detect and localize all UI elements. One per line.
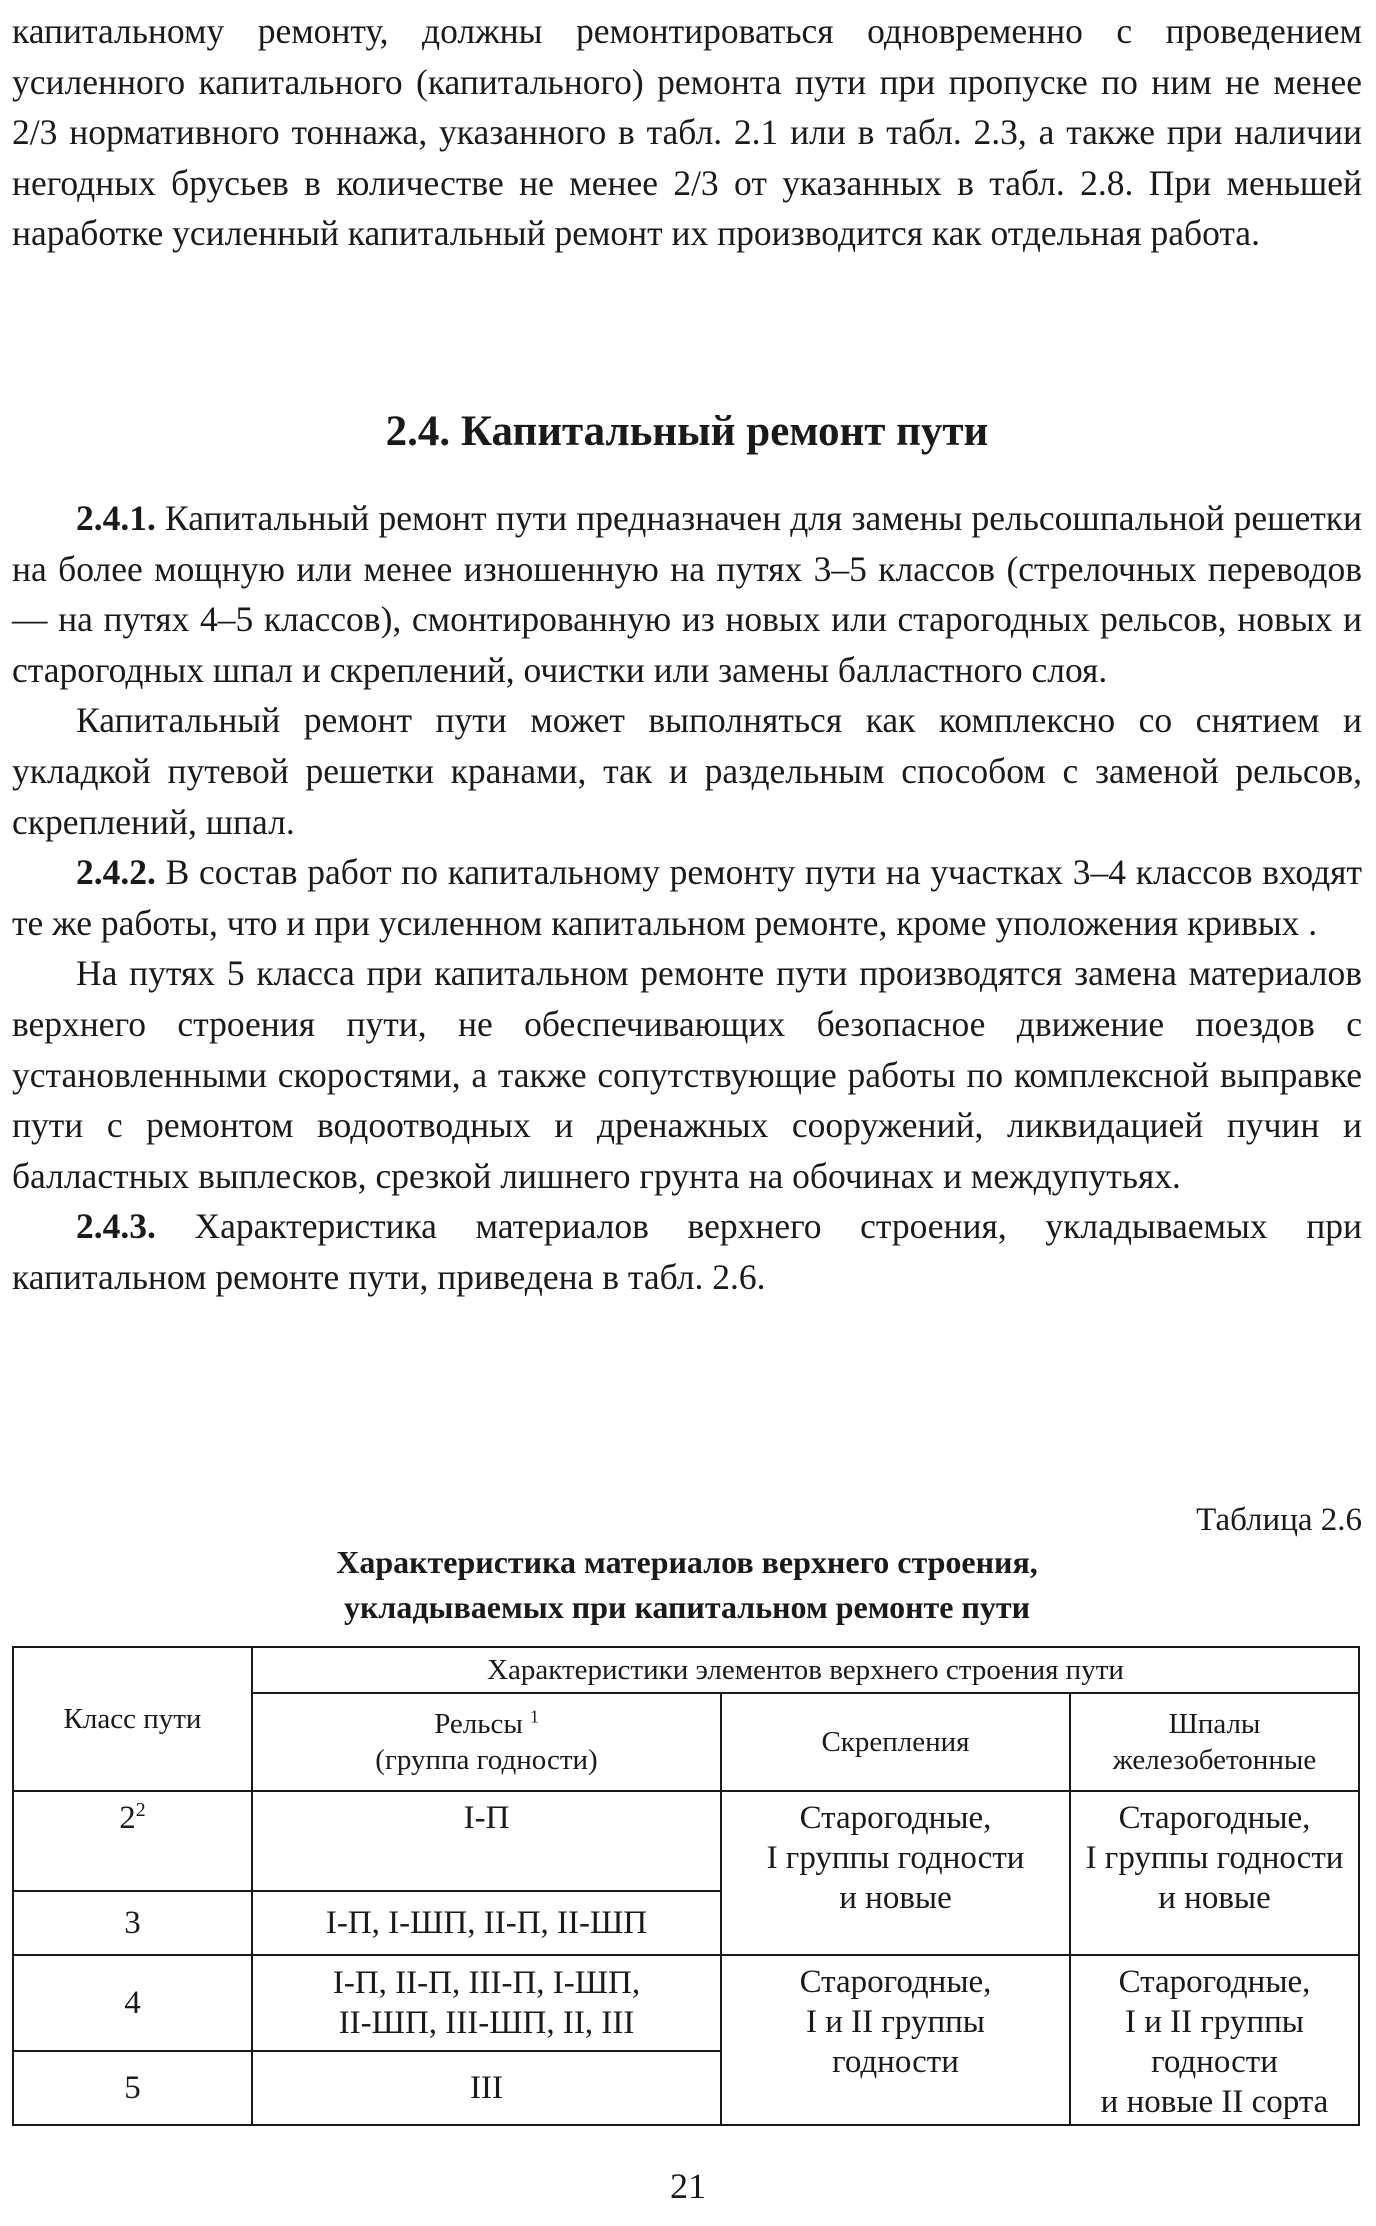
paragraph-class-5	[12, 948, 1362, 1201]
paragraph-text: Характеристика материалов верхнего строения, укладываемых при капитальном ремонте пути, приведена в табл. 2.6.	[12, 1206, 1362, 1297]
cell-rails: I-П	[252, 1791, 721, 1891]
cell-class: 5	[13, 2051, 252, 2125]
table-header-row	[13, 1647, 1359, 1693]
paragraph-text: На путях 5 класса при капитальном ремонте пути производятся замена материалов верхнего строения пути, не обеспечивающих безопасное движение поездов с установленными скоростями, а также сопутствующие работы по комплексной выправке пути с ремонтом водоотводных и дренажных сооружений, ликвидацией пучин и балластных выплесков, срезкой лишнего грунта на обочинах и междупутьях.	[12, 953, 1362, 1196]
cell-sleepers-group1: Старогодные, I группы годности и новые	[1070, 1791, 1359, 1955]
table-title-line2: укладываемых при капитальном ремонте пути	[343, 1589, 1031, 1625]
paragraph-2-4-3	[12, 1201, 1362, 1302]
cell-sleepers-group2: Старогодные, I и II группы годности и новые II сорта	[1070, 1955, 1359, 2125]
paragraph-2-4-1	[12, 493, 1362, 695]
paragraph-repair-methods	[12, 695, 1362, 847]
cell-rails: III	[252, 2051, 721, 2125]
table-title-line1: Характеристика материалов верхнего строения,	[336, 1544, 1038, 1580]
header-class: Класс пути	[13, 1647, 252, 1791]
paragraph-text: Капитальный ремонт пути предназначен для замены рельсошпальной решетки на более мощную или менее изношенную на путях 3–5 классов (стрелочных переводов — на путях 4–5 классов), смонтированную из новых или старогодных рельсов, новых и старогодных шпал и скреплений, очистки или замены балластного слоя.	[12, 498, 1362, 690]
table-row	[13, 1791, 1359, 1891]
header-sleepers: Шпалы железобетонные	[1070, 1693, 1359, 1791]
materials-table	[12, 1646, 1360, 2126]
section-body	[12, 493, 1362, 1303]
header-group: Характеристики элементов верхнего строения пути	[252, 1647, 1359, 1693]
cell-class: 4	[13, 1955, 252, 2051]
table-number: Таблица 2.6	[1196, 1502, 1362, 1538]
intro-paragraph: капитальному ремонту, должны ремонтироваться одновременно с проведением усиленного капитального (капитального) ремонта пути при пропуске по ним не менее 2/3 нормативного тоннажа, указанного в табл. 2.1 или в табл. 2.3, а также при наличии негодных брусьев в количестве не менее 2/3 от указанных в табл. 2.8. При меньшей наработке усиленный капитальный ремонт их производится как отдельная работа.	[12, 11, 1362, 254]
paragraph-number: 2.4.1.	[76, 498, 156, 538]
paragraph-number: 2.4.2.	[76, 852, 156, 893]
table-row	[13, 1955, 1359, 2051]
section-heading: 2.4. Капитальный ремонт пути	[385, 408, 989, 455]
cell-rails: I-П, II-П, III-П, I-ШП, II-ШП, III-ШП, II, III	[252, 1955, 721, 2051]
cell-rails: I-П, I-ШП, II-П, II-ШП	[252, 1891, 721, 1955]
header-fastenings: Скрепления	[721, 1693, 1070, 1791]
page-number: 21	[670, 2166, 706, 2206]
cell-class: $2^2$	[13, 1791, 252, 1891]
paragraph-text: Капитальный ремонт пути может выполняться как комплексно со снятием и укладкой путевой решетки кранами, так и раздельным способом с заменой рельсов, скреплений, шпал.	[12, 700, 1362, 842]
cell-fastenings-group2: Старогодные, I и II группы годности	[721, 1955, 1070, 2125]
paragraph-text: В состав работ по капитальному ремонту пути на участках 3–4 классов входят те же работы, что и при усиленном капитальном ремонте, кроме уположения кривых .	[12, 852, 1362, 943]
paragraph-2-4-2	[12, 847, 1362, 948]
header-rails: Рельсы $^1$ (группа годности)	[252, 1693, 721, 1791]
table-title	[12, 1540, 1362, 1630]
cell-fastenings-group1: Старогодные, I группы годности и новые	[721, 1791, 1070, 1955]
paragraph-number: 2.4.3.	[76, 1206, 156, 1247]
cell-class: 3	[13, 1891, 252, 1955]
